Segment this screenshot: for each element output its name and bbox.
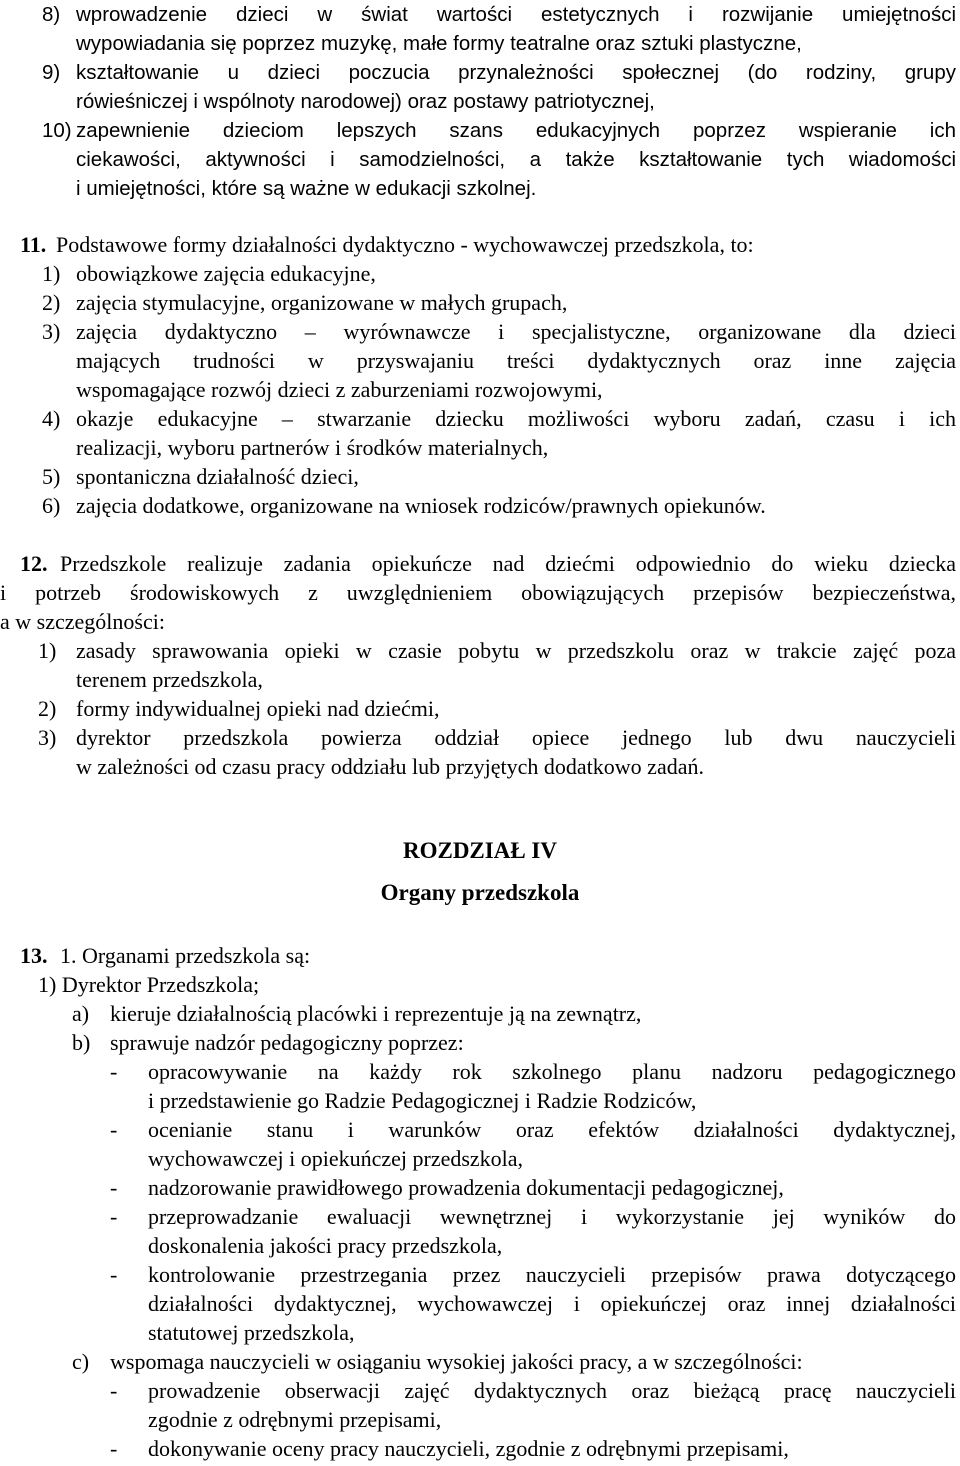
section-intro-line: Przedszkole realizuje zadania opiekuńcze nad dziećmi odpowiednio do wieku dziecka xyxy=(60,551,956,576)
list-number: 2) xyxy=(42,290,61,315)
bullet-dash: - xyxy=(110,1175,118,1200)
bullet-dash: - xyxy=(110,1436,118,1461)
list-item-line: doskonalenia jakości pracy przedszkola, xyxy=(148,1233,503,1258)
list-item-line: wypowiadania się poprzez muzykę, małe formy teatralne oraz sztuki plastyczne, xyxy=(76,32,802,55)
list-item-line: kieruje działalnością placówki i reprezentuje ją na zewnątrz, xyxy=(110,1001,642,1026)
list-item-line: 1) Dyrektor Przedszkola; xyxy=(38,972,260,997)
list-number: 8) xyxy=(42,3,61,26)
list-item-line: nadzorowanie prawidłowego prowadzenia dokumentacji pedagogicznej, xyxy=(148,1175,784,1200)
list-item-line: wspomagające rozwój dzieci z zaburzeniami rozwojowymi, xyxy=(76,377,603,402)
list-item-line: zajęcia dodatkowe, organizowane na wniosek rodziców/prawnych opiekunów. xyxy=(76,493,766,518)
list-item-line: kształtowanie u dzieci poczucia przynależności społecznej (do rodziny, grupy xyxy=(76,61,956,84)
section-intro: Podstawowe formy działalności dydaktyczno - wychowawczej przedszkola, to: xyxy=(56,232,754,257)
list-item-line: ciekawości, aktywności i samodzielności, a także kształtowanie tych wiadomości xyxy=(76,148,956,171)
list-item-line: działalności dydaktycznej, wychowawczej i opiekuńczej oraz innej działalności xyxy=(148,1291,956,1316)
list-item-line: realizacji, wyboru partnerów i środków materialnych, xyxy=(76,435,549,460)
bullet-dash: - xyxy=(110,1204,118,1229)
list-item-line: opracowywanie na każdy rok szkolnego planu nadzoru pedagogicznego xyxy=(148,1059,956,1084)
list-item-line: wprowadzenie dzieci w świat wartości estetycznych i rozwijanie umiejętności xyxy=(76,3,956,26)
list-item-line: terenem przedszkola, xyxy=(76,667,263,692)
list-item-line: zajęcia stymulacyjne, organizowane w małych grupach, xyxy=(76,290,568,315)
list-item-line: zgodnie z odrębnymi przepisami, xyxy=(148,1407,442,1432)
list-item-line: dokonywanie oceny pracy nauczycieli, zgodnie z odrębnymi przepisami, xyxy=(148,1436,789,1461)
list-item-line: mających trudności w przyswajaniu treści dydaktycznych oraz inne zajęcia xyxy=(76,348,956,373)
list-item-line: dyrektor przedszkola powierza oddział opiece jednego lub dwu nauczycieli xyxy=(76,725,956,750)
list-item-line: wspomaga nauczycieli w osiąganiu wysokiej jakości pracy, a w szczególności: xyxy=(110,1349,803,1374)
list-item-line: i umiejętności, które są ważne w edukacji szkolnej. xyxy=(76,177,537,200)
chapter-title: ROZDZIAŁ IV xyxy=(402,838,557,863)
list-item-line: zapewnienie dzieciom lepszych szans edukacyjnych poprzez wspieranie ich xyxy=(76,119,956,142)
bullet-dash: - xyxy=(110,1262,118,1287)
list-letter: a) xyxy=(72,1001,90,1026)
list-number: 2) xyxy=(38,696,57,721)
list-item-line: i przedstawienie go Radzie Pedagogicznej i Radzie Rodziców, xyxy=(148,1088,697,1113)
bullet-dash: - xyxy=(110,1059,118,1084)
section-intro: 1. Organami przedszkola są: xyxy=(60,943,311,968)
list-number: 9) xyxy=(42,61,61,84)
section-number: 13. xyxy=(20,943,48,968)
list-number: 5) xyxy=(42,464,61,489)
section-number: 12. xyxy=(20,551,48,576)
list-number: 3) xyxy=(42,319,61,344)
list-letter: c) xyxy=(72,1349,90,1374)
list-item-line: obowiązkowe zajęcia edukacyjne, xyxy=(76,261,376,286)
list-letter: b) xyxy=(72,1030,91,1055)
bullet-dash: - xyxy=(110,1378,118,1403)
list-item-line: sprawuje nadzór pedagogiczny poprzez: xyxy=(110,1030,464,1055)
list-number: 6) xyxy=(42,493,61,518)
bullet-dash: - xyxy=(110,1117,118,1142)
list-number: 3) xyxy=(38,725,57,750)
list-item-line: w zależności od czasu pracy oddziału lub przyjętych dodatkowo zadań. xyxy=(76,754,704,779)
list-number: 10) xyxy=(42,119,72,142)
list-number: 1) xyxy=(42,261,61,286)
section-intro-line: a w szczególności: xyxy=(0,609,165,634)
list-number: 4) xyxy=(42,406,61,431)
chapter-subtitle: Organy przedszkola xyxy=(380,880,580,905)
list-number: 1) xyxy=(38,638,57,663)
list-item-line: zasady sprawowania opieki w czasie pobytu w przedszkolu oraz w trakcie zajęć poza xyxy=(76,638,956,663)
list-item-line: ocenianie stanu i warunków oraz efektów działalności dydaktycznej, xyxy=(148,1117,956,1142)
section-intro-line: i potrzeb środowiskowych z uwzględnieniem obowiązujących przepisów bezpieczeństwa, xyxy=(0,580,956,605)
list-item-line: okazje edukacyjne – stwarzanie dziecku możliwości wyboru zadań, czasu i ich xyxy=(76,406,956,431)
list-item-line: rówieśniczej i wspólnoty narodowej) oraz postawy patriotycznej, xyxy=(76,90,655,113)
list-item-line: formy indywidualnej opieki nad dziećmi, xyxy=(76,696,440,721)
list-item-line: wychowawczej i opiekuńczej przedszkola, xyxy=(148,1146,524,1171)
list-item-line: prowadzenie obserwacji zajęć dydaktycznych oraz bieżącą pracę nauczycieli xyxy=(148,1378,956,1403)
list-item-line: spontaniczna działalność dzieci, xyxy=(76,464,359,489)
list-item-line: statutowej przedszkola, xyxy=(148,1320,355,1345)
list-item-line: przeprowadzanie ewaluacji wewnętrznej i wykorzystanie jej wyników do xyxy=(148,1204,956,1229)
list-item-line: kontrolowanie przestrzegania przez nauczycieli przepisów prawa dotyczącego xyxy=(148,1262,956,1287)
list-item-line: zajęcia dydaktyczno – wyrównawcze i specjalistyczne, organizowane dla dzieci xyxy=(76,319,956,344)
section-number: 11. xyxy=(20,232,47,257)
